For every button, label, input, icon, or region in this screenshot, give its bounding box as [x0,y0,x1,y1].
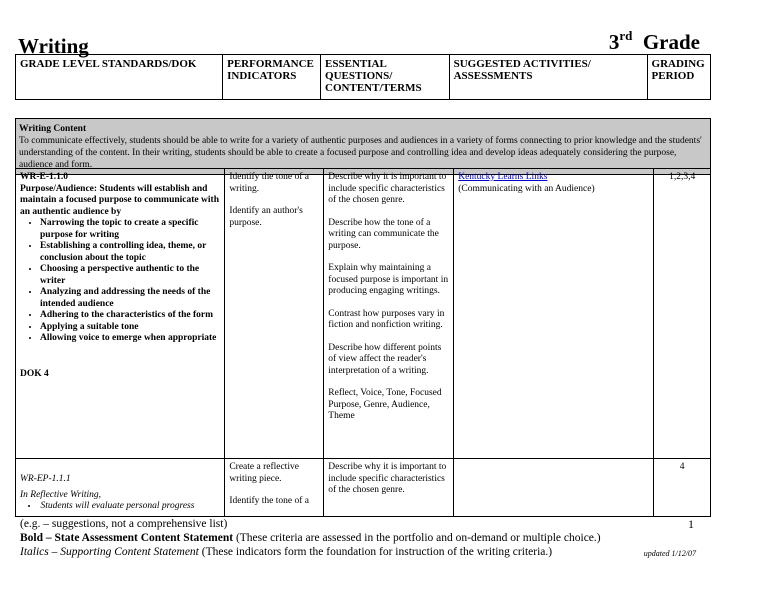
standards-table [15,168,711,517]
question-item: Explain why maintaining a focused purpose is important in producing engaging writings. [328,263,449,296]
footer-italic-legend [20,546,552,558]
writing-content-text: To communicate effectively, students should be able to write for a variety of authentic purposes and audiences in a variety of forms connecting to prior knowledge and the students' understanding of the content. In their writing, students should be able to create a focused purpose and controlling idea and develop ideas adequately considering the purpose, audience and form. [19,136,702,170]
list-item: • Allowing voice to emerge when appropriate [40,333,220,345]
indicators-cell [225,169,324,459]
dok-level: DOK 4 [20,368,49,379]
column-header-table [15,54,711,100]
list-item: • Students will evaluate personal progress [28,501,220,513]
grading-cell: 1,2,3,4 [654,169,711,459]
footer-note: (e.g. – suggestions, not a comprehensive list) [20,518,228,530]
subject-title: Writing [18,34,89,58]
activities-cell [454,169,654,459]
question-item: Describe how the tone of a writing can communicate the purpose. [328,217,439,251]
italic-legend-desc: (These indicators form the foundation for instruction of the writing criteria.) [198,546,553,558]
grade-suffix: rd [619,28,633,43]
table-row [16,459,711,517]
standard-bullets [20,501,220,513]
standard-statement: Purpose/Audience: Students will establish and maintain a focused purpose to communicate with an authentic audience by [20,183,219,217]
writing-content-title: Writing Content [19,124,87,134]
grade-number: 3 [608,30,620,54]
table-row [16,169,711,459]
standard-code: WR-E-1.1.0 [20,172,69,182]
bold-legend-desc: (These criteria are assessed in the portfolio and on-demand or multiple choice.) [233,532,601,544]
page-number: 1 [688,517,694,531]
standard-statement: In Reflective Writing, [20,489,101,500]
list-item: • Choosing a perspective authentic to the writer [40,264,220,287]
question-item: Reflect, Voice, Tone, Focused Purpose, Genre, Audience, Theme [328,388,442,421]
col-standards: GRADE LEVEL STANDARDS/DOK [16,55,223,100]
grading-cell: 4 [654,459,711,517]
italic-legend-label: Italics – Supporting Content Statement [20,546,199,558]
standard-cell [16,459,225,517]
kentucky-learns-link[interactable]: Kentucky Learns Links [458,172,548,182]
col-indicators: PERFORMANCE INDICATORS [223,55,321,100]
writing-content-cell [16,119,711,175]
questions-cell: Describe why it is important to include specific characteristics of the chosen genre. [324,459,454,517]
indicator-item: Identify the tone of a [229,496,309,506]
list-item: • Establishing a controlling idea, theme, or conclusion about the topic [40,241,220,264]
indicator-item: Identify the tone of a writing. [229,172,309,194]
col-activities: SUGGESTED ACTIVITIES/ ASSESSMENTS [449,55,647,100]
col-questions: ESSENTIAL QUESTIONS/ CONTENT/TERMS [321,55,450,100]
indicator-item: Identify an author's purpose. [229,206,303,228]
grade-word: Grade [642,30,700,54]
standard-cell [16,169,225,459]
bold-legend-label: Bold – State Assessment Content Statement [20,532,234,544]
standard-bullets [20,218,220,345]
list-item: • Analyzing and addressing the needs of the intended audience [40,287,220,310]
col-grading: GRADING PERIOD [647,55,710,100]
updated-date: updated 1/12/07 [643,549,696,558]
standard-code: WR-EP-1.1.1 [20,474,71,484]
list-item: • Applying a suitable tone [40,322,220,334]
activities-cell [454,459,654,517]
list-item: • Narrowing the topic to create a specific purpose for writing [40,218,220,241]
activity-text: (Communicating with an Audience) [458,183,595,194]
question-item: Describe how different points of view affect the reader's interpretation of a writing. [328,342,442,376]
list-item: • Adhering to the characteristics of the form [40,310,220,322]
footer-bold-legend [20,532,601,544]
questions-cell [324,169,454,459]
question-item: Contrast how purposes vary in fiction and nonfiction writing. [328,308,445,330]
indicators-cell [225,459,324,517]
grade-title [609,30,700,55]
writing-content-box [15,118,711,175]
question-item: Describe why it is important to include specific characteristics of the chosen genre. [328,172,447,205]
indicator-item: Create a reflective writing piece. [229,462,299,484]
